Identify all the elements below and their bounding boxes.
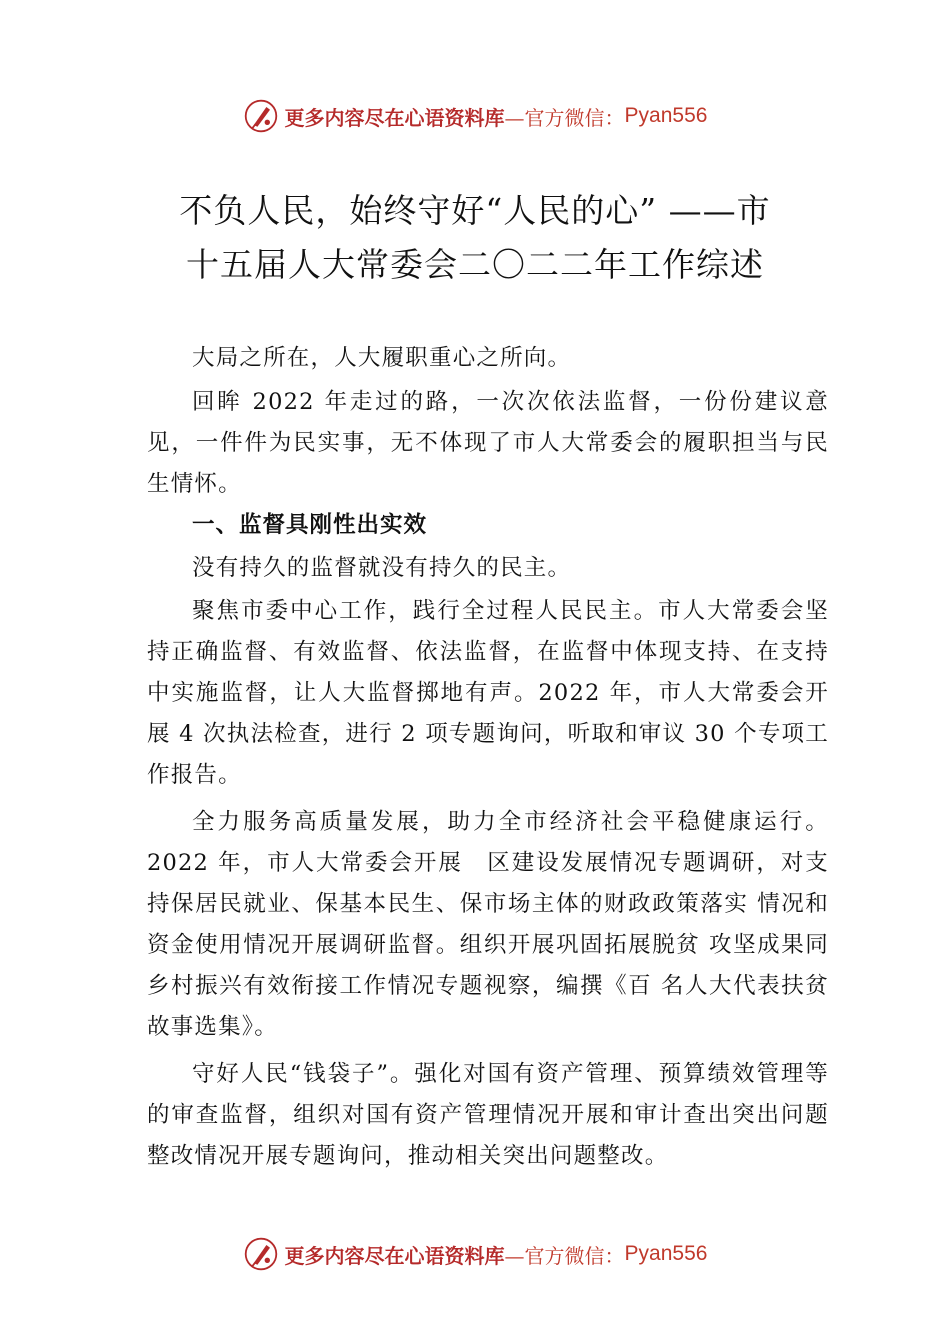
paragraph: 回眸 2022 年走过的路，一次次依法监督，一份份建议意见，一件件为民实事，无不体现了市人大常委会的履职担当与民生情怀。: [147, 389, 829, 497]
paragraph: 没有持久的监督就没有持久的民主。: [192, 555, 572, 581]
paragraph: 大局之所在，人大履职重心之所向。: [192, 345, 572, 371]
watermark-text: 更多内容尽在心语资料库: [284, 105, 505, 130]
pen-logo-icon: [243, 98, 279, 134]
watermark-text: 更多内容尽在心语资料库: [284, 1243, 505, 1268]
paragraph: 聚焦市委中心工作，践行全过程人民民主。市人大常委会坚持正确监督、有效监督、依法监督，在监督中体现支持、在支持中实施监督，让人大监督掷地有声。2022 年，市人大常委会开展 4 次执法检查，进行 2 项专题询问，听取和审议 30 个专项工作报告。: [147, 598, 829, 788]
watermark-footer: [0, 1234, 950, 1274]
title-line-2: 十五届人大常委会二〇二二年工作综述: [186, 245, 764, 284]
pen-logo-icon: [243, 1236, 279, 1272]
section-heading: 一、监督具刚性出实效: [192, 512, 428, 538]
paragraph: 守好人民“钱袋子”。强化对国有资产管理、预算绩效管理等的审查监督，组织对国有资产管理情况开展和审计查出突出问题整改情况开展专题询问，推动相关突出问题整改。: [147, 1061, 829, 1169]
watermark-header: [0, 96, 950, 136]
title-line-1: 不负人民，始终守好“人民的心” ——市: [179, 191, 771, 230]
paragraph: 全力服务高质量发展，助力全市经济社会平稳健康运行。2022 年，市人大常委会开展 区建设发展情况专题调研，对支持保居民就业、保基本民生、保市场主体的财政政策落实 情况和资金使用情况开展调研监督。组织开展巩固拓展脱贫 攻坚成果同乡村振兴有效衔接工作情况专题视察，编撰《百 名人大代表扶贫故事选集》。: [147, 809, 829, 1040]
watermark-wechat-id: Pyan556: [624, 104, 708, 127]
watermark-wechat-id: Pyan556: [624, 1242, 708, 1265]
document-body: [147, 338, 829, 1177]
document-title: [148, 184, 802, 292]
watermark-wechat-label: —官方微信：: [504, 105, 625, 130]
watermark-wechat-label: —官方微信：: [504, 1243, 625, 1268]
